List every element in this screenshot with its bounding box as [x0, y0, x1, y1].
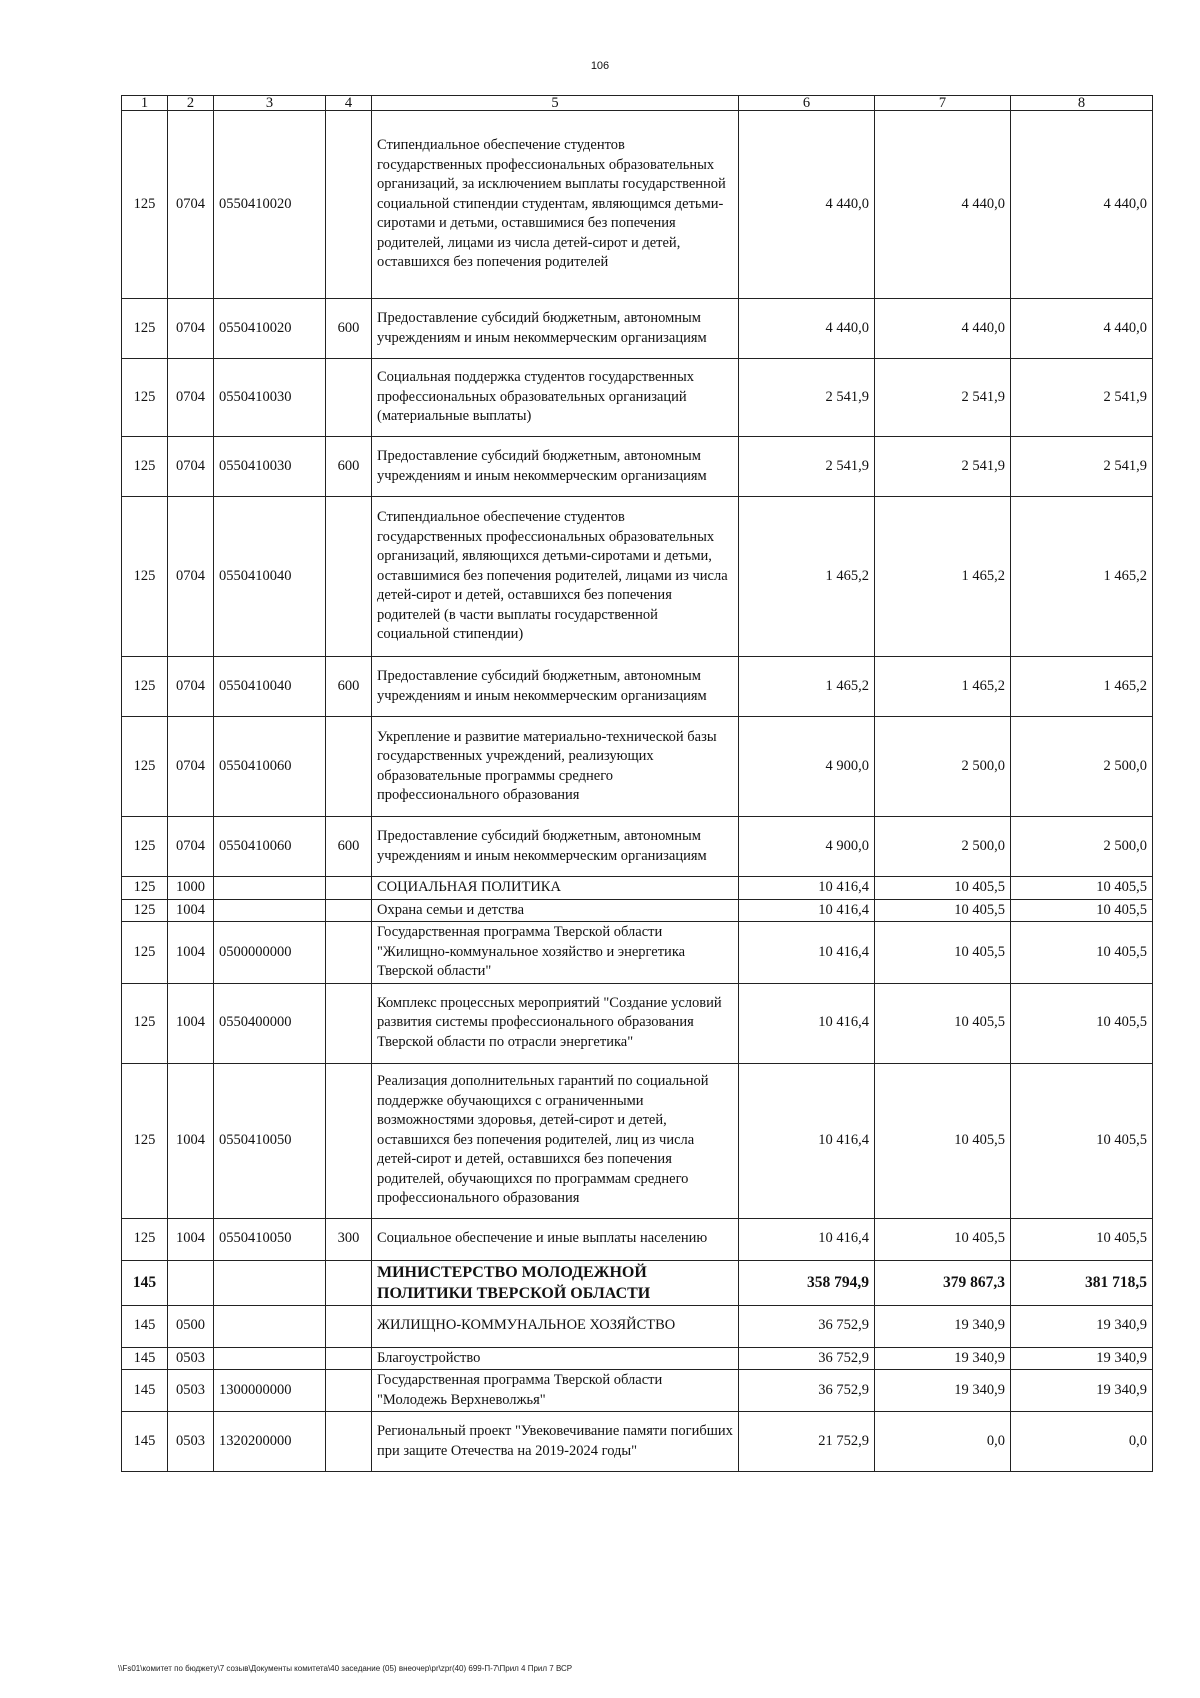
cell-target-article: 0550410020	[214, 299, 326, 359]
column-header: 8	[1011, 96, 1153, 111]
cell-expense-type	[326, 1370, 372, 1412]
cell-expense-type: 600	[326, 657, 372, 717]
cell-amount-year2: 19 340,9	[875, 1347, 1011, 1370]
cell-amount-year3: 10 405,5	[1011, 1218, 1153, 1260]
cell-amount-year2: 19 340,9	[875, 1370, 1011, 1412]
cell-amount-year1: 36 752,9	[739, 1305, 875, 1347]
table-row	[122, 1347, 1153, 1370]
cell-target-article	[214, 1347, 326, 1370]
cell-amount-year3: 10 405,5	[1011, 983, 1153, 1063]
column-header: 3	[214, 96, 326, 111]
cell-description: ЖИЛИЩНО-КОММУНАЛЬНОЕ ХОЗЯЙСТВО	[372, 1305, 739, 1347]
cell-chapter-code: 125	[122, 657, 168, 717]
table-row	[122, 877, 1153, 900]
table-body	[122, 111, 1153, 1472]
cell-section-code: 1000	[168, 877, 214, 900]
cell-amount-year1: 4 440,0	[739, 111, 875, 299]
cell-chapter-code: 125	[122, 983, 168, 1063]
cell-amount-year1: 10 416,4	[739, 1063, 875, 1218]
cell-amount-year3: 2 541,9	[1011, 437, 1153, 497]
cell-amount-year1: 1 465,2	[739, 497, 875, 657]
cell-section-code: 0704	[168, 717, 214, 817]
cell-expense-type	[326, 899, 372, 922]
table-row	[122, 899, 1153, 922]
column-header: 4	[326, 96, 372, 111]
table-row	[122, 922, 1153, 984]
cell-amount-year3: 4 440,0	[1011, 111, 1153, 299]
cell-section-code: 1004	[168, 899, 214, 922]
table-row	[122, 1260, 1153, 1305]
cell-amount-year1: 1 465,2	[739, 657, 875, 717]
cell-amount-year3: 10 405,5	[1011, 877, 1153, 900]
column-header: 7	[875, 96, 1011, 111]
cell-description: Укрепление и развитие материально-технической базы государственных учреждений, реализующих образовательные программы среднего профессионального образования	[372, 717, 739, 817]
cell-target-article: 0550410060	[214, 817, 326, 877]
table-row	[122, 1218, 1153, 1260]
table-row	[122, 983, 1153, 1063]
cell-target-article: 1300000000	[214, 1370, 326, 1412]
table-row	[122, 299, 1153, 359]
cell-target-article: 0550410020	[214, 111, 326, 299]
table-row	[122, 437, 1153, 497]
cell-amount-year1: 10 416,4	[739, 877, 875, 900]
file-path-footer: \\Fs01\комитет по бюджету\7 созыв\Документы комитета\40 заседание (05) внеочер\pr\zpr(40) 699-П-7\Прил 4 Прил 7 ВСР	[118, 1664, 573, 1673]
column-header: 6	[739, 96, 875, 111]
cell-amount-year2: 10 405,5	[875, 922, 1011, 984]
cell-description: СОЦИАЛЬНАЯ ПОЛИТИКА	[372, 877, 739, 900]
cell-description: Государственная программа Тверской области "Жилищно-коммунальное хозяйство и энергетика Тверской области"	[372, 922, 739, 984]
table-row	[122, 1370, 1153, 1412]
cell-chapter-code: 125	[122, 717, 168, 817]
cell-section-code: 1004	[168, 1218, 214, 1260]
table-row	[122, 817, 1153, 877]
cell-chapter-code: 125	[122, 899, 168, 922]
cell-chapter-code: 145	[122, 1305, 168, 1347]
cell-description: МИНИСТЕРСТВО МОЛОДЕЖНОЙ ПОЛИТИКИ ТВЕРСКОЙ ОБЛАСТИ	[372, 1260, 739, 1305]
cell-description: Предоставление субсидий бюджетным, автономным учреждениям и иным некоммерческим организациям	[372, 657, 739, 717]
cell-description: Стипендиальное обеспечение студентов государственных профессиональных образовательных организаций, за исключением выплаты государственной социальной стипендии студентам, являющимся детьми-сиротами и детьми, оставшимися без попечения родителей, лицами из числа детей-сирот и детей, оставшихся без попечения родителей	[372, 111, 739, 299]
cell-amount-year1: 10 416,4	[739, 922, 875, 984]
column-number-row	[122, 96, 1153, 111]
cell-amount-year2: 4 440,0	[875, 299, 1011, 359]
cell-target-article	[214, 899, 326, 922]
cell-amount-year3: 0,0	[1011, 1412, 1153, 1472]
cell-section-code: 1004	[168, 1063, 214, 1218]
cell-target-article: 1320200000	[214, 1412, 326, 1472]
cell-chapter-code: 125	[122, 817, 168, 877]
cell-target-article	[214, 877, 326, 900]
cell-amount-year1: 10 416,4	[739, 1218, 875, 1260]
cell-description: Охрана семьи и детства	[372, 899, 739, 922]
cell-expense-type	[326, 1347, 372, 1370]
cell-amount-year1: 4 900,0	[739, 717, 875, 817]
cell-expense-type	[326, 717, 372, 817]
cell-section-code: 0500	[168, 1305, 214, 1347]
cell-expense-type	[326, 111, 372, 299]
cell-target-article	[214, 1305, 326, 1347]
cell-expense-type	[326, 877, 372, 900]
cell-amount-year2: 1 465,2	[875, 497, 1011, 657]
cell-section-code: 0503	[168, 1370, 214, 1412]
budget-table-container	[121, 95, 1152, 1472]
cell-target-article: 0550410040	[214, 497, 326, 657]
cell-chapter-code: 145	[122, 1370, 168, 1412]
cell-expense-type	[326, 983, 372, 1063]
cell-expense-type	[326, 359, 372, 437]
cell-description: Благоустройство	[372, 1347, 739, 1370]
cell-chapter-code: 125	[122, 1218, 168, 1260]
cell-amount-year2: 2 500,0	[875, 817, 1011, 877]
cell-description: Предоставление субсидий бюджетным, автономным учреждениям и иным некоммерческим организациям	[372, 817, 739, 877]
cell-expense-type	[326, 922, 372, 984]
table-row	[122, 359, 1153, 437]
cell-amount-year2: 19 340,9	[875, 1305, 1011, 1347]
cell-amount-year1: 2 541,9	[739, 437, 875, 497]
cell-expense-type: 600	[326, 299, 372, 359]
cell-section-code: 0704	[168, 359, 214, 437]
cell-amount-year1: 21 752,9	[739, 1412, 875, 1472]
cell-description: Предоставление субсидий бюджетным, автономным учреждениям и иным некоммерческим организациям	[372, 437, 739, 497]
cell-amount-year3: 1 465,2	[1011, 657, 1153, 717]
cell-target-article: 0550410050	[214, 1218, 326, 1260]
cell-chapter-code: 145	[122, 1347, 168, 1370]
cell-section-code: 1004	[168, 983, 214, 1063]
cell-section-code: 0704	[168, 817, 214, 877]
cell-amount-year2: 4 440,0	[875, 111, 1011, 299]
cell-description: Государственная программа Тверской области "Молодежь Верхневолжья"	[372, 1370, 739, 1412]
cell-amount-year3: 1 465,2	[1011, 497, 1153, 657]
cell-chapter-code: 145	[122, 1260, 168, 1305]
cell-amount-year3: 2 500,0	[1011, 817, 1153, 877]
table-row	[122, 717, 1153, 817]
table-row	[122, 1305, 1153, 1347]
cell-description: Реализация дополнительных гарантий по социальной поддержке обучающихся с ограниченными возможностями здоровья, детей-сирот и детей, оставшихся без попечения родителей, лиц из числа детей-сирот и детей, оставшихся без попечения родителей, обучающихся по программам среднего профессионального образования	[372, 1063, 739, 1218]
cell-description: Социальная поддержка студентов государственных профессиональных образовательных организаций (материальные выплаты)	[372, 359, 739, 437]
cell-amount-year3: 2 500,0	[1011, 717, 1153, 817]
table-row	[122, 497, 1153, 657]
budget-table	[121, 95, 1153, 1472]
cell-target-article: 0550410030	[214, 359, 326, 437]
cell-expense-type	[326, 1412, 372, 1472]
cell-amount-year1: 10 416,4	[739, 899, 875, 922]
cell-chapter-code: 125	[122, 497, 168, 657]
cell-amount-year3: 10 405,5	[1011, 922, 1153, 984]
cell-amount-year2: 2 541,9	[875, 359, 1011, 437]
cell-amount-year2: 10 405,5	[875, 983, 1011, 1063]
cell-amount-year3: 381 718,5	[1011, 1260, 1153, 1305]
cell-section-code: 1004	[168, 922, 214, 984]
cell-amount-year1: 4 900,0	[739, 817, 875, 877]
cell-expense-type	[326, 497, 372, 657]
cell-amount-year2: 10 405,5	[875, 899, 1011, 922]
cell-section-code: 0704	[168, 437, 214, 497]
cell-expense-type: 600	[326, 437, 372, 497]
cell-target-article: 0550400000	[214, 983, 326, 1063]
cell-amount-year1: 2 541,9	[739, 359, 875, 437]
cell-chapter-code: 125	[122, 1063, 168, 1218]
cell-amount-year3: 19 340,9	[1011, 1347, 1153, 1370]
cell-section-code: 0704	[168, 497, 214, 657]
cell-target-article: 0550410040	[214, 657, 326, 717]
cell-amount-year1: 10 416,4	[739, 983, 875, 1063]
cell-chapter-code: 125	[122, 359, 168, 437]
cell-expense-type	[326, 1063, 372, 1218]
cell-amount-year2: 1 465,2	[875, 657, 1011, 717]
cell-amount-year2: 379 867,3	[875, 1260, 1011, 1305]
cell-chapter-code: 125	[122, 877, 168, 900]
cell-expense-type	[326, 1305, 372, 1347]
cell-amount-year3: 10 405,5	[1011, 1063, 1153, 1218]
cell-amount-year1: 36 752,9	[739, 1347, 875, 1370]
cell-description: Социальное обеспечение и иные выплаты населению	[372, 1218, 739, 1260]
cell-amount-year3: 19 340,9	[1011, 1370, 1153, 1412]
table-row	[122, 1412, 1153, 1472]
column-header: 5	[372, 96, 739, 111]
cell-target-article: 0550410060	[214, 717, 326, 817]
cell-description: Региональный проект "Увековечивание памяти погибших при защите Отечества на 2019-2024 годы"	[372, 1412, 739, 1472]
cell-section-code: 0704	[168, 111, 214, 299]
table-row	[122, 657, 1153, 717]
cell-chapter-code: 125	[122, 922, 168, 984]
cell-amount-year2: 10 405,5	[875, 877, 1011, 900]
column-header: 2	[168, 96, 214, 111]
cell-amount-year1: 358 794,9	[739, 1260, 875, 1305]
cell-chapter-code: 145	[122, 1412, 168, 1472]
page-number: 106	[590, 60, 610, 72]
cell-amount-year2: 10 405,5	[875, 1218, 1011, 1260]
cell-amount-year3: 2 541,9	[1011, 359, 1153, 437]
cell-target-article: 0550410030	[214, 437, 326, 497]
cell-expense-type	[326, 1260, 372, 1305]
cell-amount-year1: 36 752,9	[739, 1370, 875, 1412]
table-row	[122, 1063, 1153, 1218]
cell-amount-year3: 4 440,0	[1011, 299, 1153, 359]
cell-chapter-code: 125	[122, 299, 168, 359]
cell-description: Стипендиальное обеспечение студентов государственных профессиональных образовательных организаций, являющихся детьми-сиротами и детьми, оставшимися без попечения родителей, лицами из числа детей-сирот и детей, оставшихся без попечения родителей (в части выплаты государственной социальной стипендии)	[372, 497, 739, 657]
cell-chapter-code: 125	[122, 437, 168, 497]
table-row	[122, 111, 1153, 299]
cell-amount-year3: 19 340,9	[1011, 1305, 1153, 1347]
cell-target-article: 0500000000	[214, 922, 326, 984]
cell-amount-year2: 2 541,9	[875, 437, 1011, 497]
cell-amount-year3: 10 405,5	[1011, 899, 1153, 922]
cell-section-code: 0503	[168, 1347, 214, 1370]
cell-section-code	[168, 1260, 214, 1305]
cell-chapter-code: 125	[122, 111, 168, 299]
cell-amount-year2: 10 405,5	[875, 1063, 1011, 1218]
cell-section-code: 0704	[168, 657, 214, 717]
cell-amount-year2: 2 500,0	[875, 717, 1011, 817]
cell-description: Комплекс процессных мероприятий "Создание условий развития системы профессионального образования Тверской области по отрасли энергетика"	[372, 983, 739, 1063]
cell-amount-year1: 4 440,0	[739, 299, 875, 359]
cell-amount-year2: 0,0	[875, 1412, 1011, 1472]
cell-description: Предоставление субсидий бюджетным, автономным учреждениям и иным некоммерческим организациям	[372, 299, 739, 359]
cell-expense-type: 600	[326, 817, 372, 877]
cell-section-code: 0503	[168, 1412, 214, 1472]
column-header: 1	[122, 96, 168, 111]
cell-section-code: 0704	[168, 299, 214, 359]
cell-target-article: 0550410050	[214, 1063, 326, 1218]
cell-target-article	[214, 1260, 326, 1305]
cell-expense-type: 300	[326, 1218, 372, 1260]
